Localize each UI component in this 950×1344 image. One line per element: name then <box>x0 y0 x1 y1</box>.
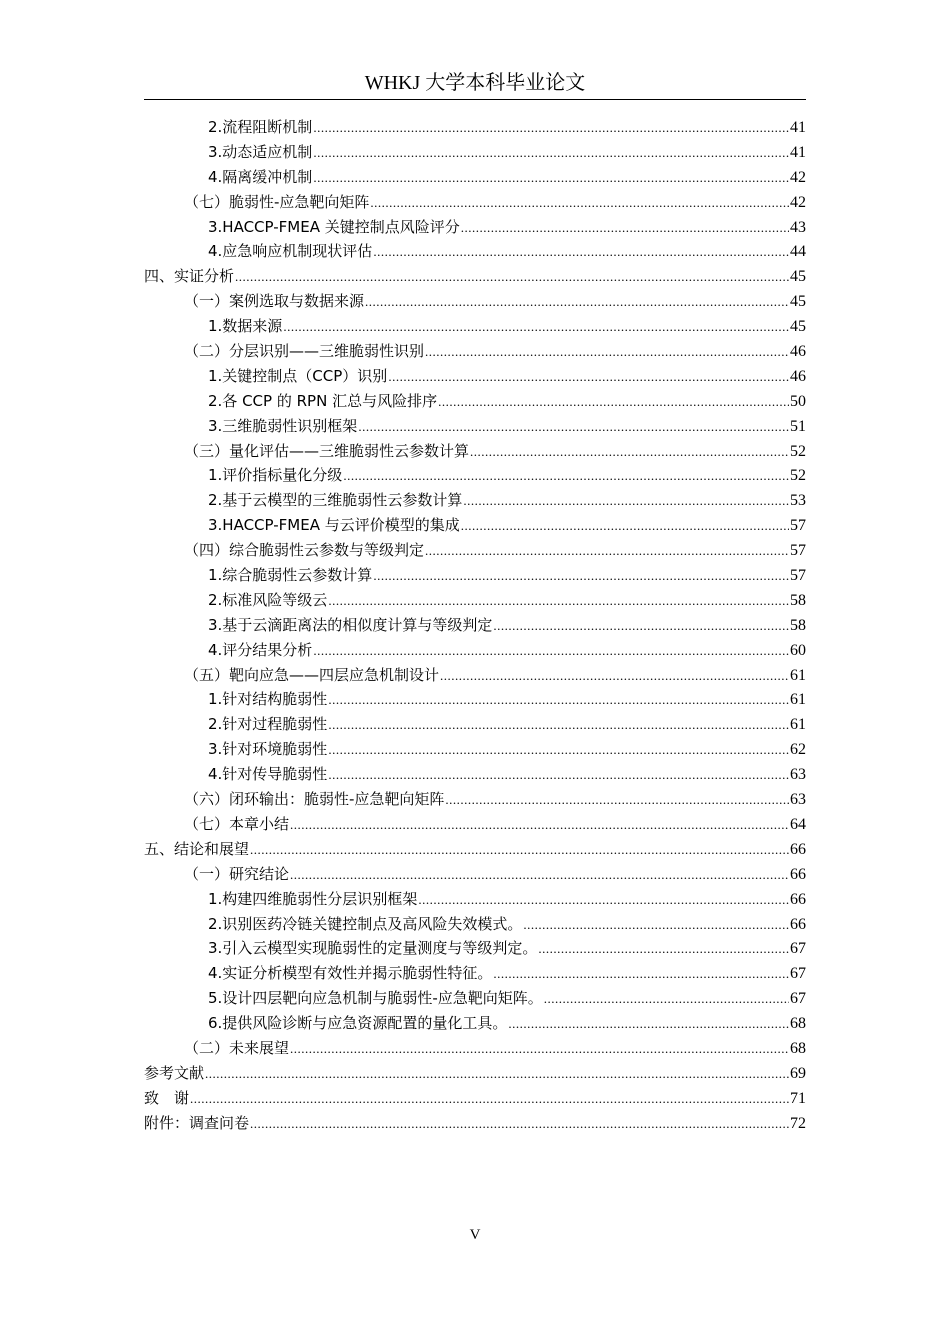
toc-entry-label: 1.评价指标量化分级 <box>208 466 343 485</box>
toc-entry-label: 4.应急响应机制现状评估 <box>208 242 373 261</box>
toc-dot-leader <box>328 692 789 708</box>
toc-entry-page: 61 <box>790 691 806 709</box>
toc-entry[interactable] <box>144 1037 806 1062</box>
toc-entry[interactable] <box>144 987 806 1012</box>
toc-entry[interactable] <box>144 116 806 141</box>
toc-entry[interactable] <box>144 614 806 639</box>
toc-entry-page: 61 <box>790 666 806 684</box>
toc-entry-page: 67 <box>790 965 806 983</box>
toc-entry-label: （一）案例选取与数据来源 <box>184 292 365 311</box>
toc-entry[interactable] <box>144 1062 806 1087</box>
toc-entry-label: 1.数据来源 <box>208 317 283 336</box>
toc-dot-leader <box>538 941 789 957</box>
toc-dot-leader <box>190 1091 789 1107</box>
toc-dot-leader <box>250 842 789 858</box>
toc-entry-label: 参考文献 <box>144 1063 205 1082</box>
toc-entry-label: 3.动态适应机制 <box>208 142 313 161</box>
toc-dot-leader <box>463 493 789 509</box>
toc-entry-label: 3.HACCP-FMEA 与云评价模型的集成 <box>208 516 460 535</box>
toc-entry[interactable] <box>144 962 806 987</box>
toc-dot-leader <box>313 145 789 161</box>
toc-entry[interactable] <box>144 415 806 440</box>
toc-entry-page: 53 <box>790 492 806 510</box>
toc-entry-page: 58 <box>790 616 806 634</box>
toc-entry-page: 66 <box>790 840 806 858</box>
toc-entry-label: 1.综合脆弱性云参数计算 <box>208 566 373 585</box>
toc-entry[interactable] <box>144 937 806 962</box>
toc-entry-page: 72 <box>790 1114 806 1132</box>
toc-entry-label: 2.各 CCP 的 RPN 汇总与风险排序 <box>208 391 438 410</box>
toc-entry-label: 四、实证分析 <box>144 267 235 286</box>
toc-entry-page: 50 <box>790 392 806 410</box>
toc-entry-page: 62 <box>790 741 806 759</box>
toc-entry[interactable] <box>144 489 806 514</box>
toc-entry[interactable] <box>144 838 806 863</box>
toc-entry[interactable] <box>144 514 806 539</box>
toc-entry-label: 3.基于云滴距离法的相似度计算与等级判定 <box>208 615 493 634</box>
toc-entry[interactable] <box>144 688 806 713</box>
toc-entry-page: 42 <box>790 193 806 211</box>
toc-entry-page: 71 <box>790 1089 806 1107</box>
toc-entry[interactable] <box>144 539 806 564</box>
toc-entry-label: 五、结论和展望 <box>144 839 250 858</box>
toc-dot-leader <box>205 1066 789 1082</box>
toc-entry-label: （六）闭环输出：脆弱性-应急靶向矩阵 <box>184 790 445 809</box>
toc-dot-leader <box>493 966 789 982</box>
toc-entry-page: 60 <box>790 641 806 659</box>
toc-entry-label: 3.引入云模型实现脆弱性的定量测度与等级判定。 <box>208 939 538 958</box>
toc-dot-leader <box>250 1116 789 1132</box>
toc-dot-leader <box>328 593 789 609</box>
toc-dot-leader <box>493 618 789 634</box>
page-header-title: WHKJ 大学本科毕业论文 <box>364 72 586 94</box>
toc-entry-page: 41 <box>790 143 806 161</box>
toc-dot-leader <box>470 444 789 460</box>
toc-entry[interactable] <box>144 639 806 664</box>
toc-entry[interactable] <box>144 763 806 788</box>
toc-entry-page: 58 <box>790 591 806 609</box>
toc-entry[interactable] <box>144 464 806 489</box>
toc-dot-leader <box>313 643 789 659</box>
toc-dot-leader <box>328 742 789 758</box>
toc-dot-leader <box>373 244 789 260</box>
toc-dot-leader <box>283 319 789 335</box>
toc-entry-label: （七）脆弱性-应急靶向矩阵 <box>184 192 370 211</box>
toc-entry-page: 66 <box>790 890 806 908</box>
toc-entry-label: 1.构建四维脆弱性分层识别框架 <box>208 889 418 908</box>
toc-entry-page: 61 <box>790 716 806 734</box>
toc-dot-leader <box>440 668 789 684</box>
toc-entry-page: 43 <box>790 218 806 236</box>
toc-entry[interactable] <box>144 788 806 813</box>
toc-entry-label: 4.实证分析模型有效性并揭示脆弱性特征。 <box>208 964 493 983</box>
toc-entry-label: 2.流程阻断机制 <box>208 118 313 136</box>
toc-entry[interactable] <box>144 166 806 191</box>
toc-entry-label: （四）综合脆弱性云参数与等级判定 <box>184 541 425 560</box>
toc-entry-page: 45 <box>790 293 806 311</box>
toc-entry-page: 63 <box>790 791 806 809</box>
toc-entry-label: 2.识别医药冷链关键控制点及高风险失效模式。 <box>208 914 523 933</box>
toc-dot-leader <box>445 792 789 808</box>
toc-entry[interactable] <box>144 738 806 763</box>
toc-entry[interactable] <box>144 863 806 888</box>
toc-entry-label: 6.提供风险诊断与应急资源配置的量化工具。 <box>208 1014 508 1033</box>
toc-dot-leader <box>290 817 789 833</box>
toc-entry-label: （二）分层识别——三维脆弱性识别 <box>184 342 425 361</box>
toc-entry-page: 69 <box>790 1064 806 1082</box>
toc-entry-label: （五）靶向应急——四层应急机制设计 <box>184 665 440 684</box>
toc-entry-page: 52 <box>790 442 806 460</box>
toc-dot-leader <box>373 568 789 584</box>
toc-entry-label: 2.针对过程脆弱性 <box>208 715 328 734</box>
toc-entry-label: （七）本章小结 <box>184 814 290 833</box>
toc-entry[interactable] <box>144 713 806 738</box>
toc-entry-label: 1.关键控制点（CCP）识别 <box>208 366 388 385</box>
toc-entry-page: 45 <box>790 268 806 286</box>
toc-dot-leader <box>544 991 789 1007</box>
toc-entry-page: 57 <box>790 517 806 535</box>
toc-entry-page: 57 <box>790 567 806 585</box>
toc-entry-label: 附件：调查问卷 <box>144 1113 250 1132</box>
toc-entry-label: 3.三维脆弱性识别框架 <box>208 416 358 435</box>
toc-dot-leader <box>438 394 789 410</box>
toc-dot-leader <box>425 543 789 559</box>
toc-entry[interactable] <box>144 664 806 689</box>
page-number: V <box>469 1227 481 1243</box>
toc-entry-label: 致 谢 <box>144 1088 190 1107</box>
toc-entry-page: 57 <box>790 542 806 560</box>
toc-entry-page: 66 <box>790 865 806 883</box>
toc-entry-page: 67 <box>790 990 806 1008</box>
toc-dot-leader <box>508 1016 789 1032</box>
toc-entry[interactable] <box>144 440 806 465</box>
toc-entry-page: 46 <box>790 367 806 385</box>
toc-dot-leader <box>388 369 789 385</box>
toc-dot-leader <box>343 468 789 484</box>
toc-entry[interactable] <box>144 813 806 838</box>
toc-entry-page: 64 <box>790 815 806 833</box>
header-divider <box>144 99 806 100</box>
toc-entry[interactable] <box>144 390 806 415</box>
toc-entry-page: 46 <box>790 343 806 361</box>
toc-dot-leader <box>358 419 789 435</box>
toc-dot-leader <box>418 892 789 908</box>
toc-dot-leader <box>328 717 789 733</box>
toc-entry-label: 3.针对环境脆弱性 <box>208 740 328 759</box>
toc-dot-leader <box>370 195 789 211</box>
toc-entry-label: 4.评分结果分析 <box>208 640 313 659</box>
toc-entry[interactable] <box>144 365 806 390</box>
toc-entry-page: 63 <box>790 766 806 784</box>
toc-entry-label: 4.针对传导脆弱性 <box>208 765 328 784</box>
toc-entry-page: 51 <box>790 417 806 435</box>
toc-entry-label: （一）研究结论 <box>184 864 290 883</box>
toc-entry[interactable] <box>144 1087 806 1112</box>
toc-entry-label: 2.标准风险等级云 <box>208 590 328 609</box>
toc-entry-label: 3.HACCP-FMEA 关键控制点风险评分 <box>208 217 460 236</box>
toc-entry-label: （三）量化评估——三维脆弱性云参数计算 <box>184 441 470 460</box>
toc-entry[interactable] <box>144 290 806 315</box>
toc-entry[interactable] <box>144 191 806 216</box>
toc-dot-leader <box>523 917 789 933</box>
toc-entry-page: 52 <box>790 467 806 485</box>
toc-entry[interactable] <box>144 913 806 938</box>
toc-entry-label: 4.隔离缓冲机制 <box>208 167 313 186</box>
toc-entry-page: 44 <box>790 243 806 261</box>
toc-entry[interactable] <box>144 1112 806 1137</box>
toc-entry-page: 42 <box>790 168 806 186</box>
toc-dot-leader <box>290 1041 789 1057</box>
toc-dot-leader <box>365 294 789 310</box>
toc-entry[interactable] <box>144 315 806 340</box>
toc-entry[interactable] <box>144 564 806 589</box>
toc-dot-leader <box>235 269 789 285</box>
toc-entry[interactable] <box>144 265 806 290</box>
toc-entry-page: 68 <box>790 1015 806 1033</box>
toc-dot-leader <box>328 767 789 783</box>
toc-entry[interactable] <box>144 1012 806 1037</box>
toc-entry-page: 45 <box>790 318 806 336</box>
toc-entry-page: 41 <box>790 119 806 136</box>
toc-entry-label: 1.针对结构脆弱性 <box>208 690 328 709</box>
toc-dot-leader <box>461 220 789 236</box>
toc-dot-leader <box>461 518 789 534</box>
toc-dot-leader <box>425 344 789 360</box>
toc-entry-page: 66 <box>790 915 806 933</box>
toc-entry-label: （二）未来展望 <box>184 1038 290 1057</box>
toc-entry[interactable] <box>144 888 806 913</box>
toc-dot-leader <box>313 170 789 186</box>
toc-entry[interactable] <box>144 141 806 166</box>
toc-entry-label: 5.设计四层靶向应急机制与脆弱性-应急靶向矩阵。 <box>208 989 543 1008</box>
toc-entry[interactable] <box>144 340 806 365</box>
toc-entry-page: 68 <box>790 1039 806 1057</box>
toc-entry[interactable] <box>144 216 806 241</box>
toc-entry-page: 67 <box>790 940 806 958</box>
toc-dot-leader <box>290 867 789 883</box>
toc-entry[interactable] <box>144 589 806 614</box>
toc-entry-label: 2.基于云模型的三维脆弱性云参数计算 <box>208 491 463 510</box>
table-of-contents <box>144 116 806 1137</box>
toc-dot-leader <box>313 120 789 136</box>
toc-entry[interactable] <box>144 240 806 265</box>
